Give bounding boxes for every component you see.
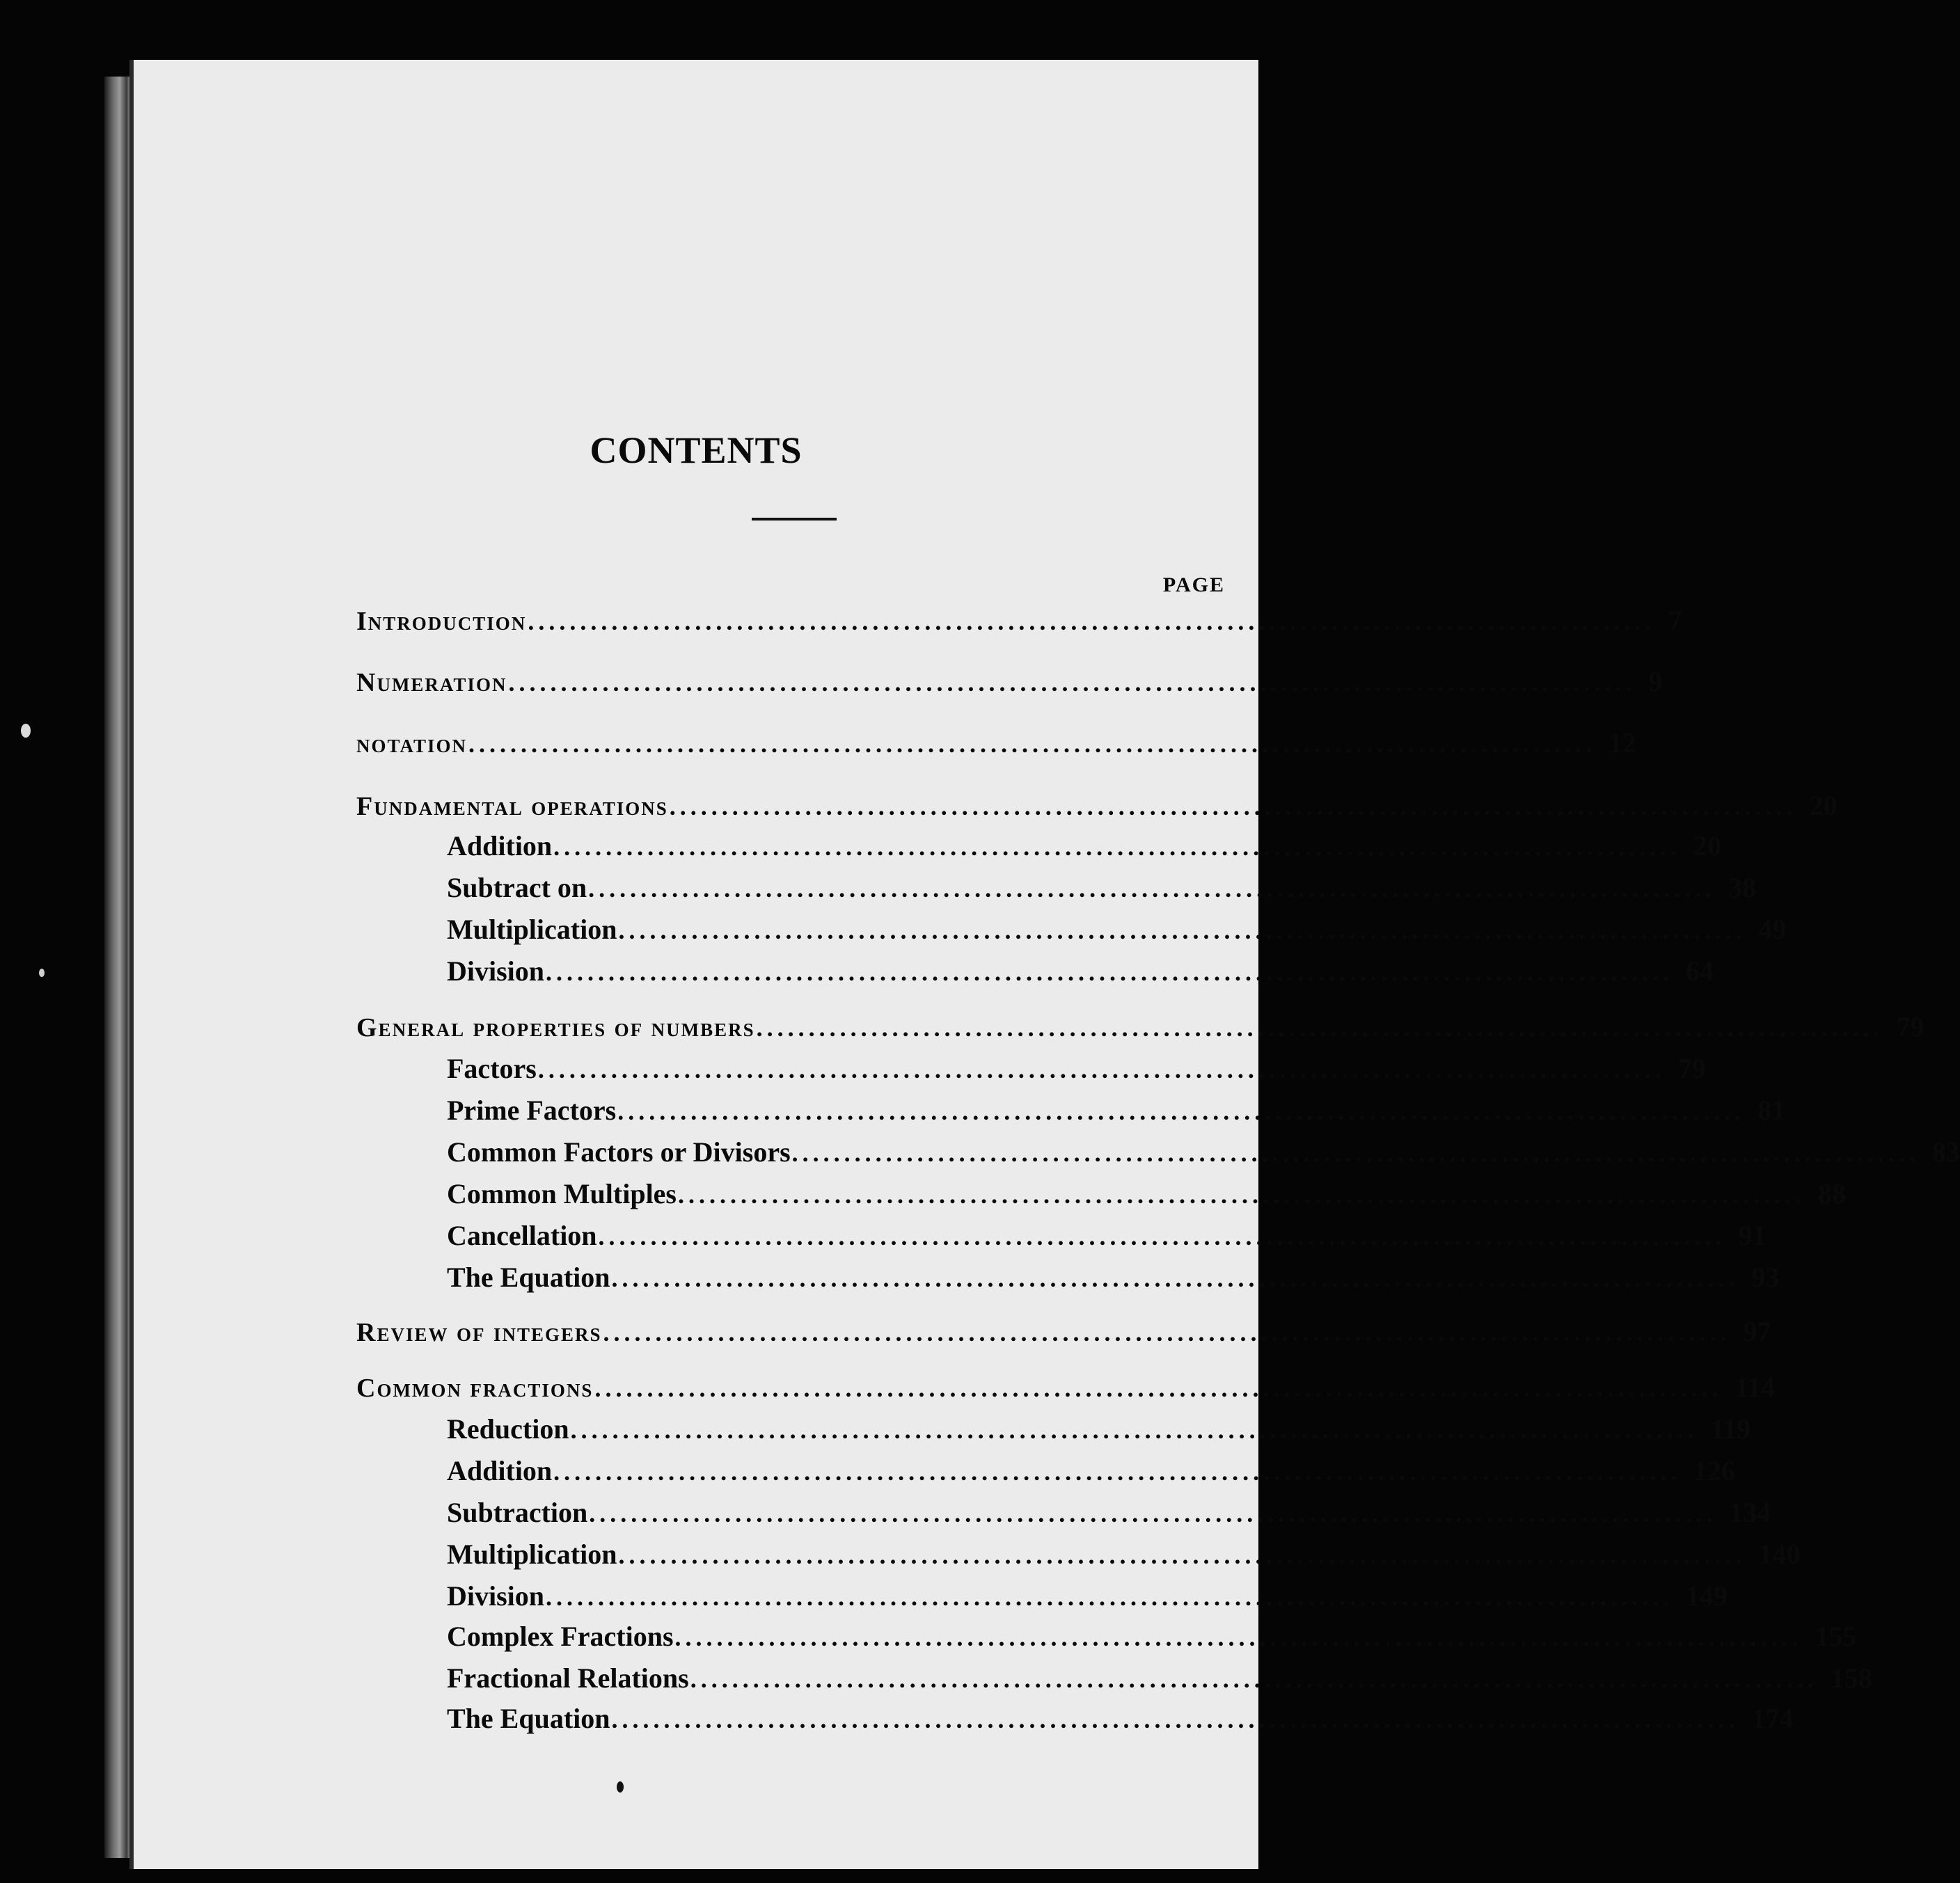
- page-edge-shadow: [104, 77, 132, 1858]
- toc-entry-label: Subtract on: [447, 872, 587, 903]
- toc-entry-page: 114: [1734, 1372, 1776, 1403]
- dot-leader: ............................................................................................................: [611, 1706, 1739, 1733]
- dot-leader: ............................................................................................................: [618, 916, 1746, 944]
- scan-speck: [39, 969, 45, 977]
- dot-leader: ............................................................................................................: [598, 1223, 1726, 1250]
- dot-leader: ............................................................................................................: [589, 1500, 1717, 1527]
- toc-subentry-reduction: [447, 1413, 1751, 1454]
- toc-entry-label: Addition: [447, 830, 553, 861]
- toc-entry-page: 155: [1815, 1621, 1857, 1652]
- toc-entry-page: 49: [1758, 914, 1787, 945]
- toc-entry-page: 119: [1710, 1413, 1751, 1445]
- toc-entry-page: 64: [1686, 955, 1714, 987]
- scan-speck: [617, 1781, 624, 1793]
- dot-leader: ............................................................................................................: [611, 1264, 1739, 1292]
- book-page: [129, 60, 1960, 1869]
- toc-entry-page: 7: [1668, 605, 1682, 636]
- toc-entry-label: Division: [447, 955, 545, 987]
- toc-entry-label: Division: [447, 1580, 545, 1612]
- toc-entry-review-of-integers: [356, 1315, 1771, 1357]
- dot-leader: ............................................................................................................: [546, 1583, 1674, 1611]
- toc-entry-label: The Equation: [447, 1262, 610, 1293]
- toc-subentry-fraction-multiplication: [447, 1538, 1801, 1580]
- toc-subentry-fraction-equation: [447, 1702, 1794, 1744]
- page-title: CONTENTS: [590, 429, 803, 471]
- toc-entry-page: 88: [1818, 1178, 1846, 1209]
- toc-subentry-fraction-division: [447, 1580, 1728, 1621]
- toc-entry-label: Fundamental operations: [356, 792, 668, 821]
- toc-entry-label: Factors: [447, 1053, 537, 1084]
- toc-entry-page: 81: [1757, 1095, 1786, 1126]
- toc-subentry-addition: [447, 829, 1722, 871]
- toc-entry-page: 91: [1738, 1220, 1767, 1251]
- dot-leader: ............................................................................................................: [594, 1374, 1723, 1402]
- dot-leader: ............................................................................................................: [617, 1097, 1746, 1125]
- dot-leader: ............................................................................................................: [468, 730, 1597, 758]
- toc-entry-page: 79: [1677, 1053, 1706, 1084]
- toc-entry-label: Common Factors or Divisors: [447, 1136, 791, 1168]
- toc-entry-label: Reduction: [447, 1413, 569, 1445]
- toc-subentry-division: [447, 955, 1714, 996]
- toc-entry-page: 38: [1728, 872, 1757, 903]
- dot-leader: ............................................................................................................: [618, 1541, 1746, 1569]
- toc-entry-label: Fractional Relations: [447, 1662, 689, 1694]
- toc-subentry-multiplication: [447, 913, 1787, 955]
- toc-entry-common-fractions: [356, 1371, 1776, 1413]
- toc-subentry-common-multiples: [447, 1177, 1846, 1219]
- toc-entry-label: General properties of numbers: [356, 1013, 755, 1042]
- toc-subentry-subtraction: [447, 871, 1757, 913]
- toc-entry-page: 20: [1809, 790, 1838, 821]
- toc-entry-page: 20: [1693, 830, 1722, 861]
- title-rule: [752, 518, 837, 521]
- toc-entry-page: 149: [1686, 1580, 1728, 1612]
- toc-entry-label: Cancellation: [447, 1220, 597, 1251]
- dot-leader: ............................................................................................................: [674, 1623, 1803, 1651]
- dot-leader: ............................................................................................................: [537, 1056, 1666, 1083]
- toc-entry-general-properties: [356, 1010, 1925, 1052]
- toc-entry-page: 93: [1751, 1262, 1780, 1293]
- toc-subentry-fraction-addition: [447, 1454, 1736, 1496]
- dot-leader: ............................................................................................................: [588, 875, 1716, 903]
- toc-entry-page: 174: [1751, 1703, 1794, 1734]
- toc-entry-page: 9: [1648, 666, 1663, 697]
- toc-entry-page: 97: [1743, 1316, 1771, 1347]
- toc-entry-label: Addition: [447, 1455, 553, 1486]
- toc-entry-page: 126: [1693, 1455, 1736, 1486]
- toc-entry-page: 140: [1758, 1539, 1801, 1570]
- toc-entry-label: Multiplication: [447, 914, 617, 945]
- toc-entry-page: 12: [1609, 727, 1637, 758]
- toc-subentry-factors: [447, 1052, 1706, 1094]
- dot-leader: ............................................................................................................: [528, 607, 1656, 635]
- dot-leader: ............................................................................................................: [553, 833, 1682, 861]
- toc-subentry-fractional-relations: [447, 1662, 1872, 1703]
- toc-subentry-complex-fractions: [447, 1620, 1857, 1662]
- dot-leader: ............................................................................................................: [678, 1181, 1805, 1209]
- dot-leader: ............................................................................................................: [553, 1458, 1682, 1486]
- toc-entry-label: Review of integers: [356, 1318, 602, 1347]
- toc-subentry-fraction-subtraction: [447, 1496, 1771, 1538]
- dot-leader: ............................................................................................................: [756, 1014, 1884, 1042]
- toc-entry-page: 158: [1830, 1662, 1872, 1694]
- toc-entry-page: 83: [1931, 1136, 1960, 1168]
- toc-entry-page: 79: [1896, 1011, 1925, 1042]
- toc-subentry-the-equation: [447, 1261, 1780, 1303]
- dot-leader: ............................................................................................................: [546, 958, 1674, 986]
- toc-entry-label: Common Multiples: [447, 1178, 677, 1209]
- dot-leader: ............................................................................................................: [690, 1665, 1818, 1693]
- page-column-label: PAGE: [1162, 573, 1225, 596]
- toc-subentry-common-factors: [447, 1136, 1960, 1177]
- dot-leader: ............................................................................................................: [570, 1416, 1698, 1444]
- dot-leader: ............................................................................................................: [603, 1319, 1731, 1346]
- dot-leader: ............................................................................................................: [508, 669, 1636, 697]
- toc-entry-label: Common fractions: [356, 1374, 594, 1403]
- toc-entry-label: Prime Factors: [447, 1095, 617, 1126]
- toc-entry-page: 134: [1729, 1497, 1771, 1528]
- toc-entry-fundamental-operations: [356, 789, 1838, 831]
- dot-leader: ............................................................................................................: [791, 1139, 1920, 1167]
- toc-entry-label: Multiplication: [447, 1539, 617, 1570]
- scan-speck: [21, 724, 31, 738]
- toc-entry-label: Subtraction: [447, 1497, 588, 1528]
- toc-entry-notation: [356, 726, 1637, 768]
- toc-entry-label: The Equation: [447, 1703, 610, 1734]
- dot-leader: ............................................................................................................: [669, 793, 1797, 820]
- toc-entry-label: Complex Fractions: [447, 1621, 674, 1652]
- toc-subentry-prime-factors: [447, 1094, 1786, 1136]
- toc-entry-label: notation: [356, 729, 468, 758]
- toc-entry-label: Introduction: [356, 607, 527, 636]
- toc-subentry-cancellation: [447, 1219, 1767, 1261]
- toc-entry-numeration: [356, 665, 1663, 707]
- toc-entry-label: Numeration: [356, 668, 507, 697]
- toc-entry-introduction: [356, 604, 1682, 646]
